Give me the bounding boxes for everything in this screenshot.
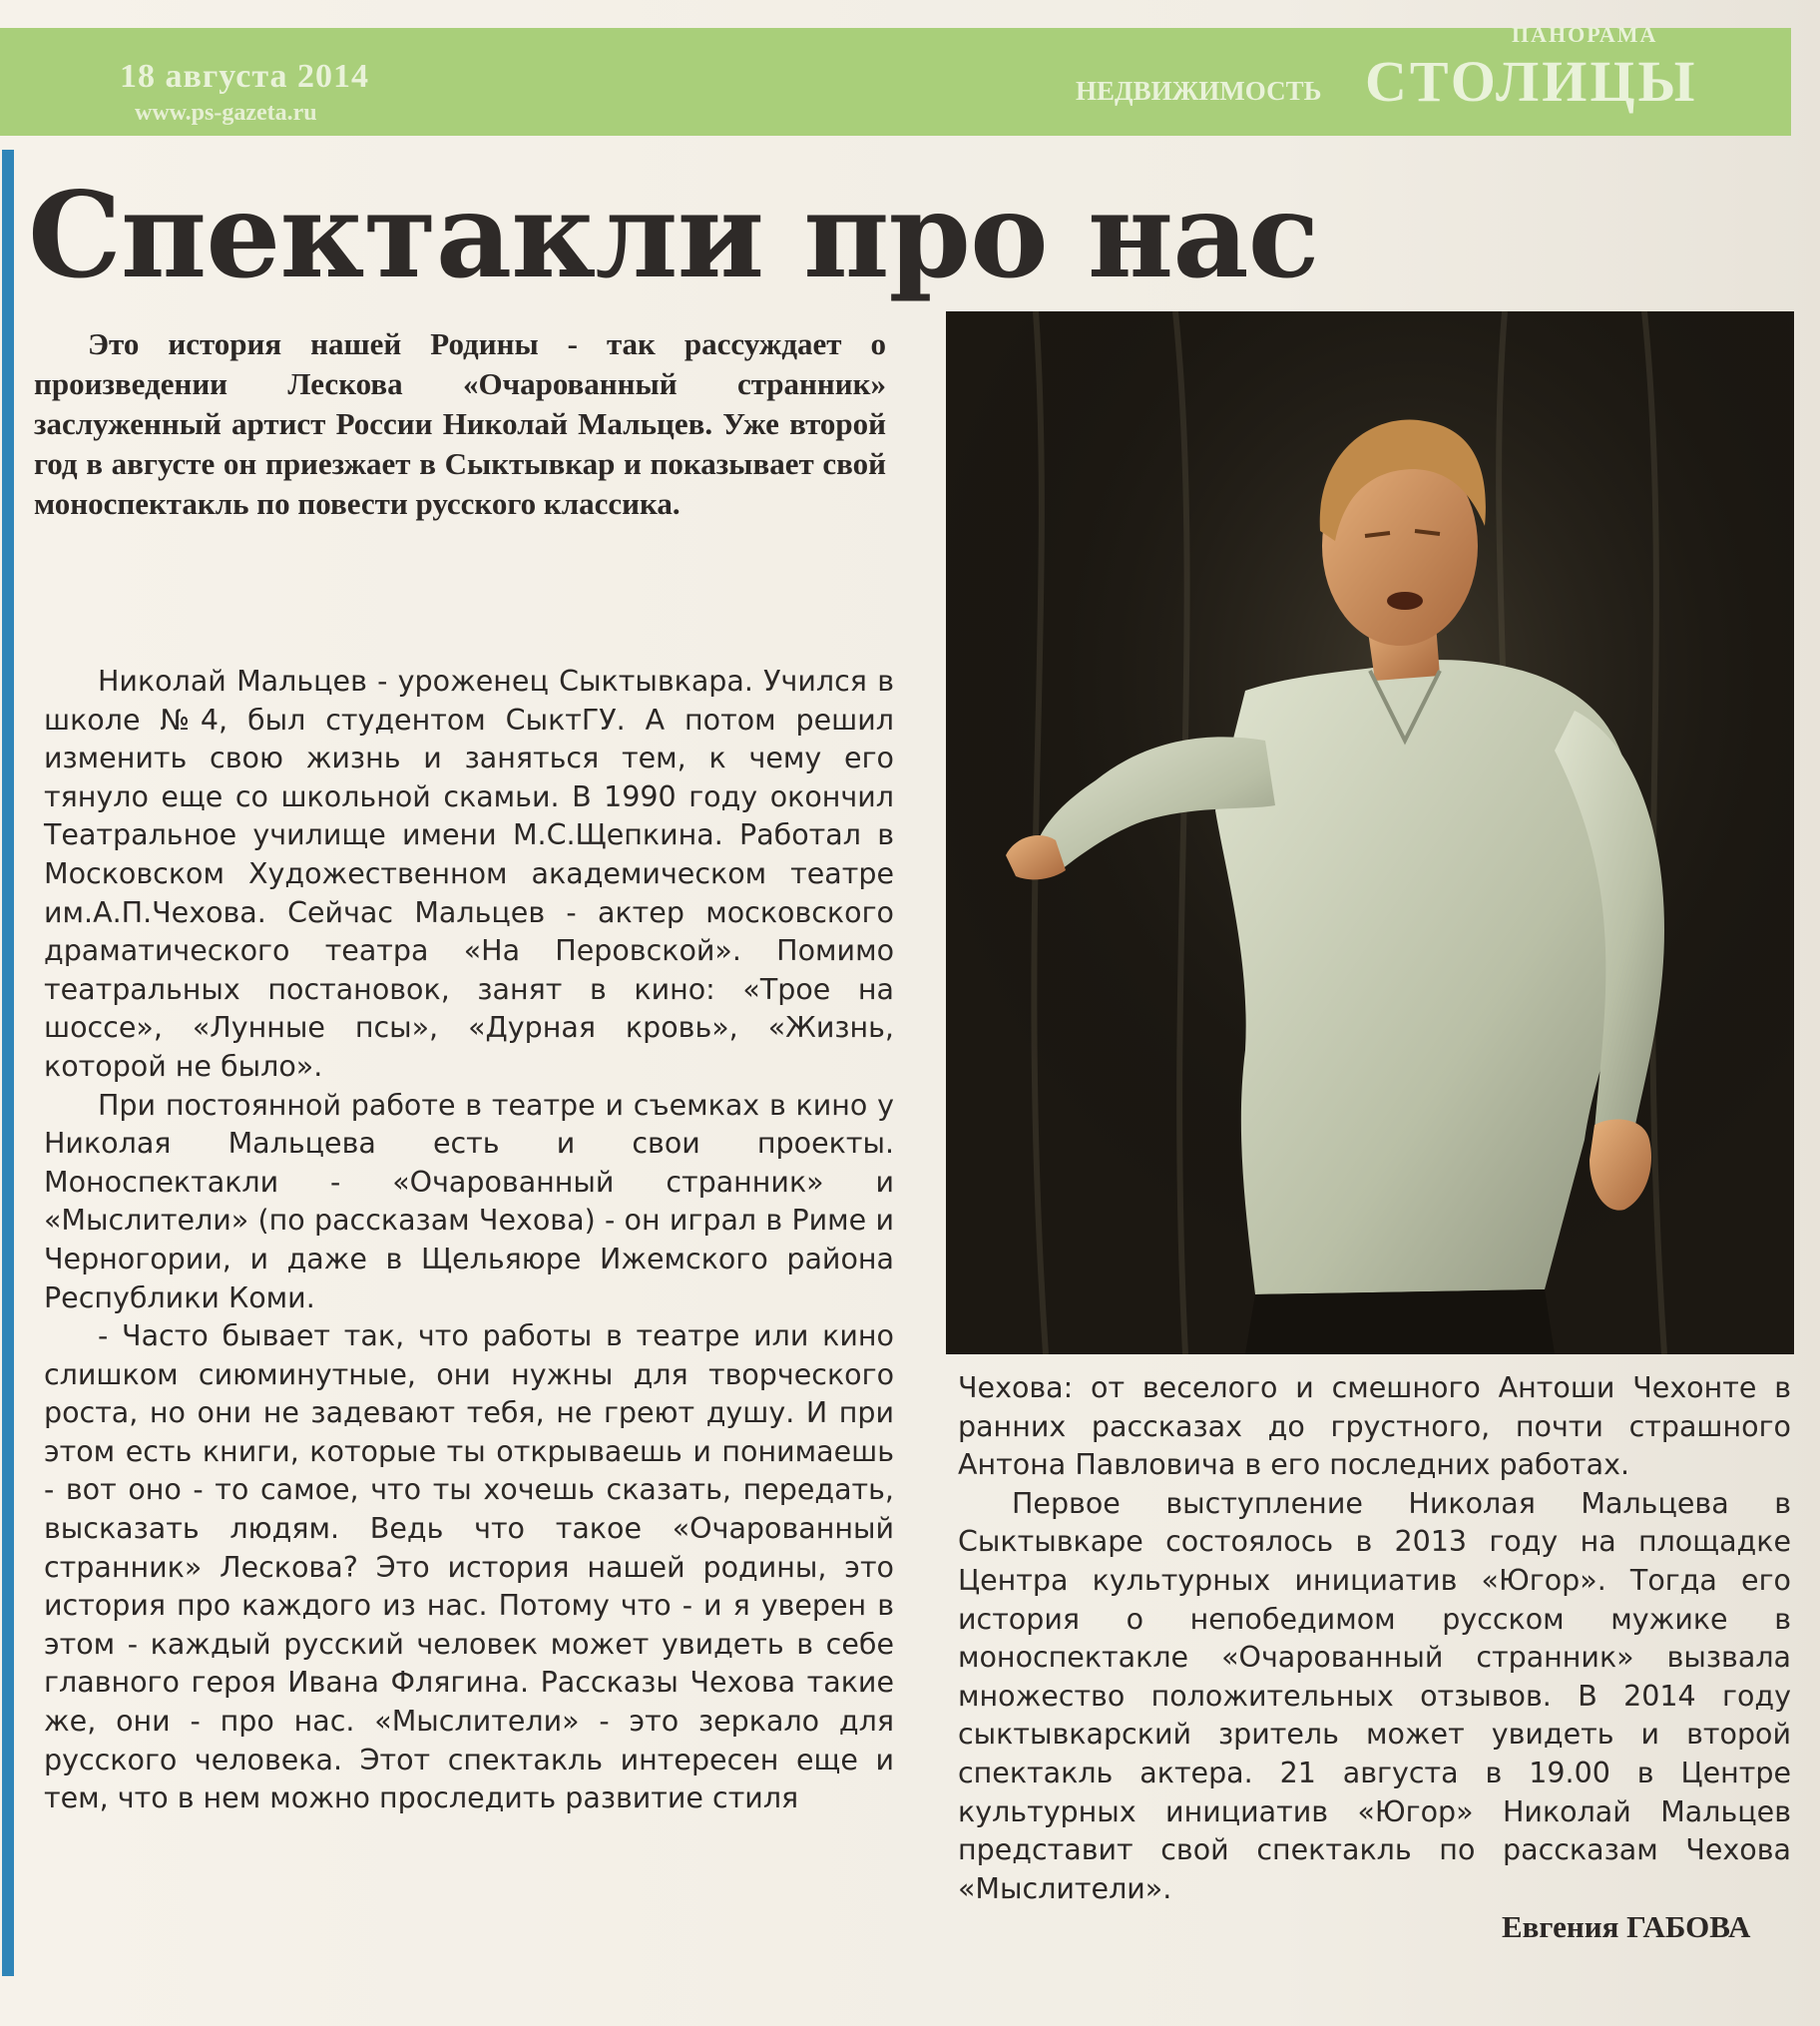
lead-paragraph: Это история нашей Родины - так рассуждает о произведении Лескова «Очарованный странник» заслуженный артист России Николай Мальцев. Уже второй год в августе он приезжает в Сыктывкар и показывает свой моноспектакль по повести русского классика. <box>34 326 886 521</box>
body-paragraph: Чехова: от веселого и смешного Антоши Чехонте в ранних рассказах до грустного, почти страшного Антона Павловича в его последних работах. <box>958 1371 1791 1482</box>
website-link[interactable]: www.ps-gazeta.ru <box>135 100 317 126</box>
section-label-main: СТОЛИЦЫ <box>1365 49 1698 114</box>
issue-date: 18 августа 2014 <box>120 58 369 95</box>
article-headline: Спектакли про нас <box>28 166 1319 304</box>
actor-illustration <box>946 311 1794 1354</box>
body-paragraph: При постоянной работе в театре и съемках в кино у Николая Мальцева есть и свои проекты. Моноспектакли - «Очарованный странник» и «Мыслители» (по рассказам Чехова) - он играл в Риме и Черногории, и даже в Щельяюре Ижемского района Республики Коми. <box>44 1088 894 1314</box>
author-byline: Евгения ГАБОВА <box>1502 1909 1751 1944</box>
body-paragraph: Николай Мальцев - уроженец Сыктывкара. Учился в школе №4, был студентом СыктГУ. А потом решил изменить свою жизнь и заняться тем, к чему его тянуло еще со школьной скамьи. В 1990 году окончил Театральное училище имени М.С.Щепкина. Работал в Московском Художественном академическом театре им.А.П.Чехова. Сейчас Мальцев - актер московского драматического театра «На Перовской». Помимо театральных постановок, занят в кино: «Трое на шоссе», «Лунные псы», «Дурная кровь», «Жизнь, которой не было». <box>44 665 894 1083</box>
body-paragraph: Первое выступление Николая Мальцева в Сыктывкаре состоялось в 2013 году на площадке Центра культурных инициатив «Югор». Тогда его история о непобедимом русском мужике в моноспектакле «Очарованный странник» вызвала множество положительных отзывов. В 2014 году сыктывкарский зритель может увидеть и второй спектакль актера. 21 августа в 19.00 в Центре культурных инициатив «Югор» Николай Мальцев представит свой спектакль по рассказам Чехова «Мыслители». <box>958 1486 1791 1905</box>
section-label-top: ПАНОРАМА <box>1512 22 1658 47</box>
article-column-left <box>44 663 894 1818</box>
column-rule <box>2 150 14 1976</box>
article-column-right <box>958 1369 1791 1908</box>
article-lead <box>34 324 886 524</box>
section-label-middle: НЕДВИЖИМОСТЬ <box>1076 76 1322 106</box>
actor-photo <box>946 311 1794 1354</box>
body-paragraph: - Часто бывает так, что работы в театре или кино слишком сиюминутные, они нужны для творческого роста, но они не задевают тебя, не греют душу. И при этом есть книги, которые ты открываешь и понимаешь - вот оно - то самое, что ты хочешь сказать, передать, высказать людям. Ведь что такое «Очарованный странник» Лескова? Это история нашей родины, это история про каждого из нас. Потому что - и я уверен в этом - каждый русский человек может увидеть в себе главного героя Ивана Флягина. Рассказы Чехова такие же, они - про нас. «Мыслители» - это зеркало для русского человека. Этот спектакль интересен еще и тем, что в нем можно проследить развитие стиля <box>44 1319 894 1815</box>
